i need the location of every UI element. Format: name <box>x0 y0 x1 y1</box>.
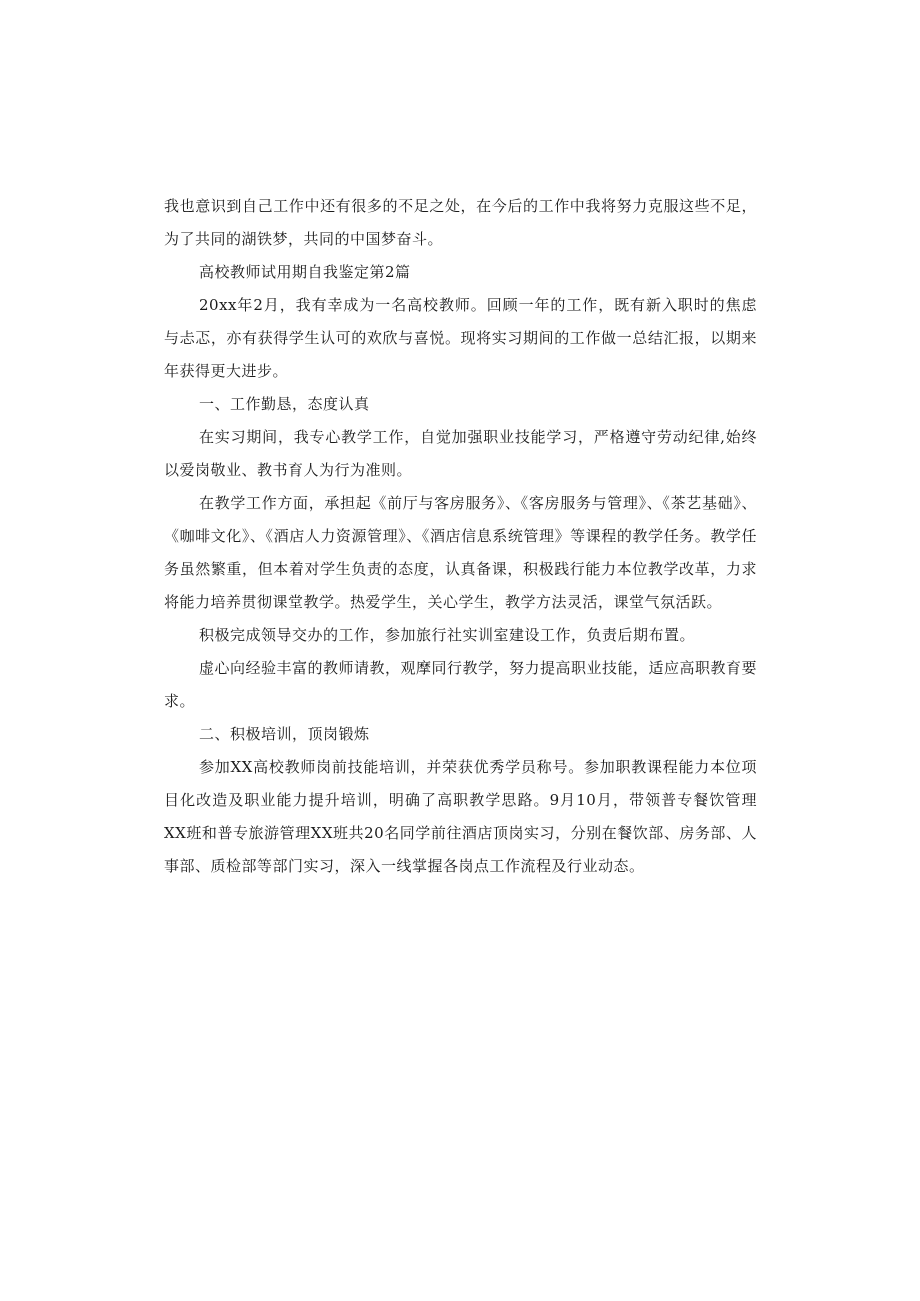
heading-training: 二、积极培训，顶岗锻炼 <box>199 725 370 743</box>
paragraph-teaching: 在教学工作方面，承担起《前厅与客房服务》、《客房服务与管理》、《茶艺基础》、《咖啡文化》、《酒店人力资源管理》、《酒店信息系统管理》等课程的教学任务。教学任务虽然繁重，但本着对学生负责的态度，认真备课，积极践行能力本位教学改革，力求将能力培养贯彻课堂教学。热爱学生，关心学生，教学方法灵活，课堂气氛活跃。 <box>164 494 757 611</box>
heading-work-attitude: 一、工作勤恳，态度认真 <box>199 395 370 413</box>
document-body <box>164 190 757 883</box>
section-title: 高校教师试用期自我鉴定第2篇 <box>199 263 411 281</box>
paragraph-learning: 虚心向经验丰富的教师请教，观摩同行教学，努力提高职业技能，适应高职教育要求。 <box>164 659 758 710</box>
paragraph-internship: 在实习期间，我专心教学工作，自觉加强职业技能学习，严格遵守劳动纪律,始终以爱岗敬业、教书育人为行为准则。 <box>164 428 757 479</box>
paragraph-intro: 20xx年2月，我有幸成为一名高校教师。回顾一年的工作，既有新入职时的焦虑与忐忑，亦有获得学生认可的欢欣与喜悦。现将实习期间的工作做一总结汇报，以期来年获得更大进步。 <box>164 296 757 380</box>
paragraph-training: 参加XX高校教师岗前技能培训，并荣获优秀学员称号。参加职教课程能力本位项目化改造及职业能力提升培训，明确了高职教学思路。9月10月，带领普专餐饮管理XX班和普专旅游管理XX班共20名同学前往酒店顶岗实习，分别在餐饮部、房务部、人事部、质检部等部门实习，深入一线掌握各岗点工作流程及行业动态。 <box>164 758 757 875</box>
paragraph-leadership-tasks: 积极完成领导交办的工作，参加旅行社实训室建设工作，负责后期布置。 <box>199 626 696 644</box>
paragraph-continuation: 我也意识到自己工作中还有很多的不足之处，在今后的工作中我将努力克服这些不足，为了共同的湖铁梦，共同的中国梦奋斗。 <box>164 197 757 248</box>
